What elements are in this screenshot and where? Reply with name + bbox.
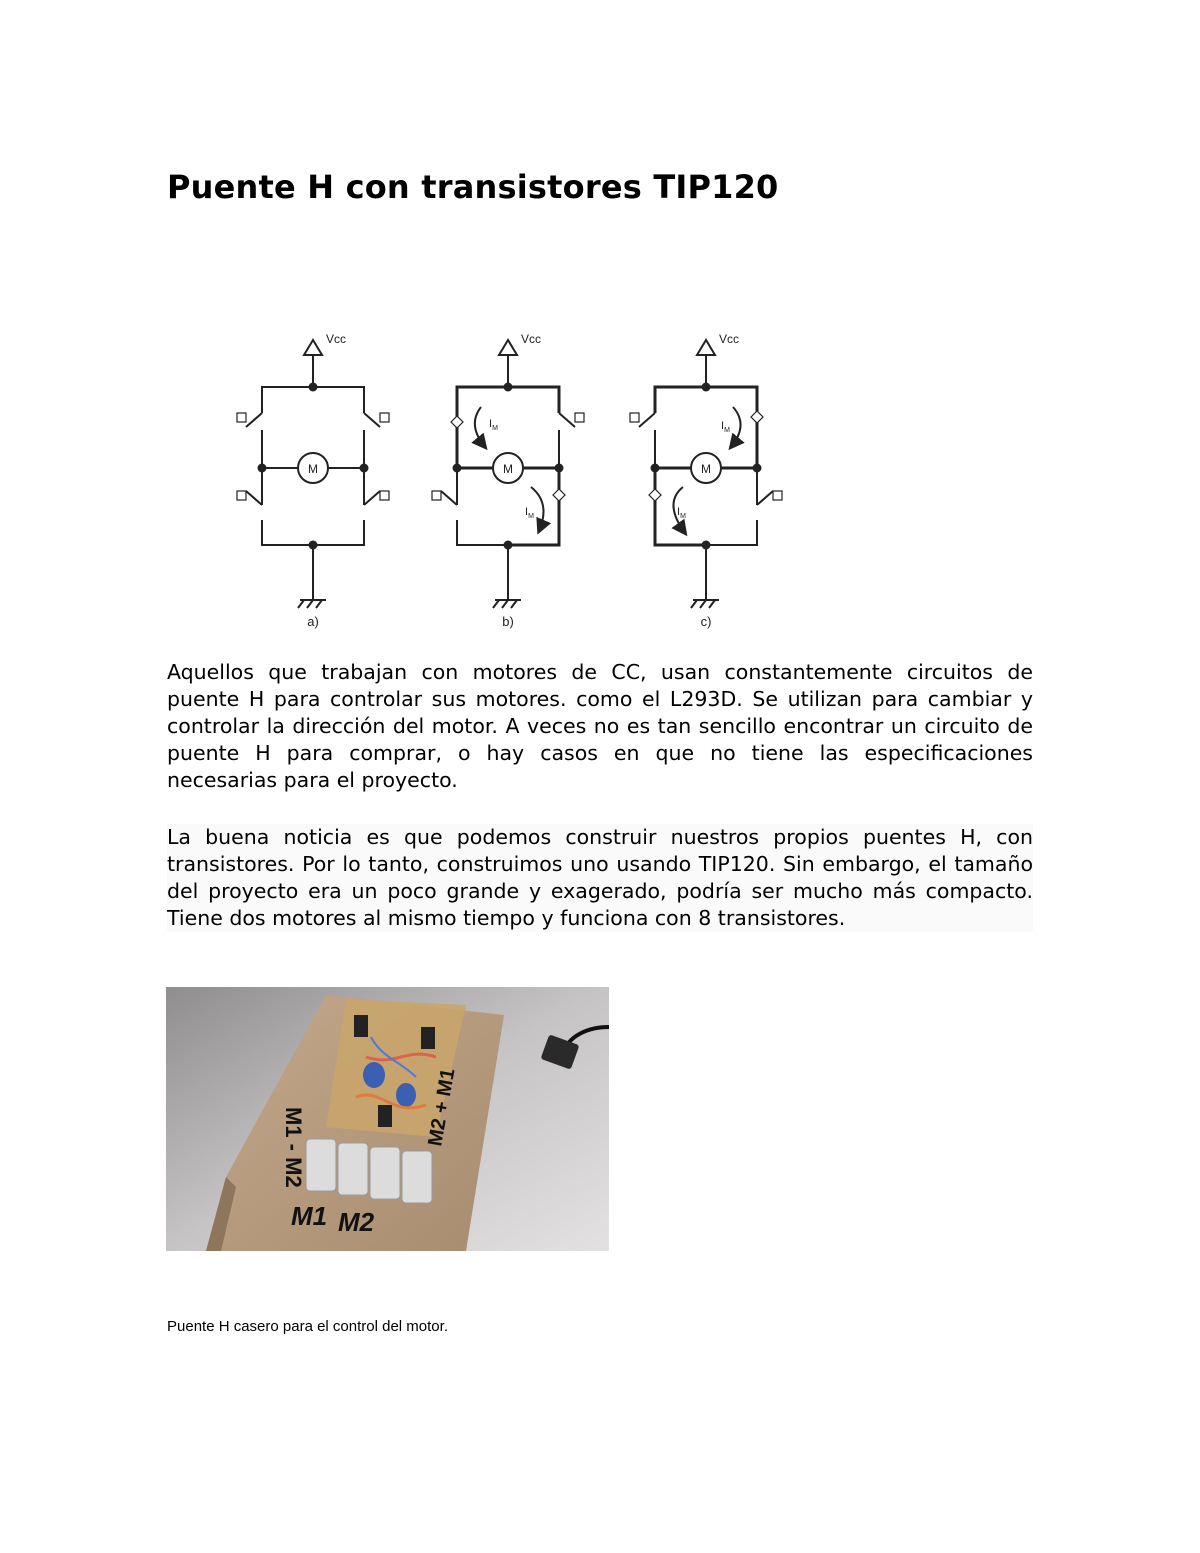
current-label-b2: $I_M$ (525, 506, 534, 520)
current-label-b1: $I_M$ (489, 418, 498, 432)
current-label-c2: $I_M$ (677, 506, 686, 520)
panel-label-c: c) (700, 614, 712, 629)
paragraph-intro: Aquellos que trabajan con motores de CC, usan constantemente circuitos de puente H para controlar sus motores. como el L293D. Se utilizan para cambiar y controlar la dirección del motor. A veces no es tan sencillo encontrar un circuito de puente H para comprar, o hay casos en que no tiene las especificaciones necesarias para el proyecto. (167, 660, 1033, 792)
panel-c (630, 332, 782, 629)
h-bridge-photo (166, 987, 609, 1251)
page-title: Puente H con transistores TIP120 (167, 168, 779, 206)
current-label-c1: $I_M$ (721, 420, 730, 434)
photo-label-left: M1 - M2 (281, 1107, 306, 1188)
photo-label-m2: M2 (338, 1207, 375, 1237)
h-bridge-diagram (228, 325, 808, 635)
photo-label-right: M2 + M1 (424, 1066, 460, 1148)
panel-a (237, 332, 389, 629)
photo-label-m1: M1 (291, 1201, 328, 1231)
panel-label-b: b) (502, 614, 514, 629)
vcc-label-a: Vcc (326, 332, 347, 346)
motor-label-a: M (308, 462, 318, 476)
vcc-label-c: Vcc (719, 332, 740, 346)
motor-label-c: M (701, 462, 711, 476)
photo-caption: Puente H casero para el control del motor. (167, 1318, 448, 1335)
motor-label-b: M (503, 462, 513, 476)
vcc-label-b: Vcc (521, 332, 542, 346)
panel-label-a: a) (307, 614, 319, 629)
paragraph-solution: La buena noticia es que podemos construir nuestros propios puentes H, con transistores. Por lo tanto, construimos uno usando TIP120. Sin embargo, el tamaño del proyecto era un poco grande y exagerado, podría ser mucho más compacto. Tiene dos motores al mismo tiempo y funciona con 8 transistores. (167, 825, 1033, 930)
panel-b (432, 332, 584, 629)
